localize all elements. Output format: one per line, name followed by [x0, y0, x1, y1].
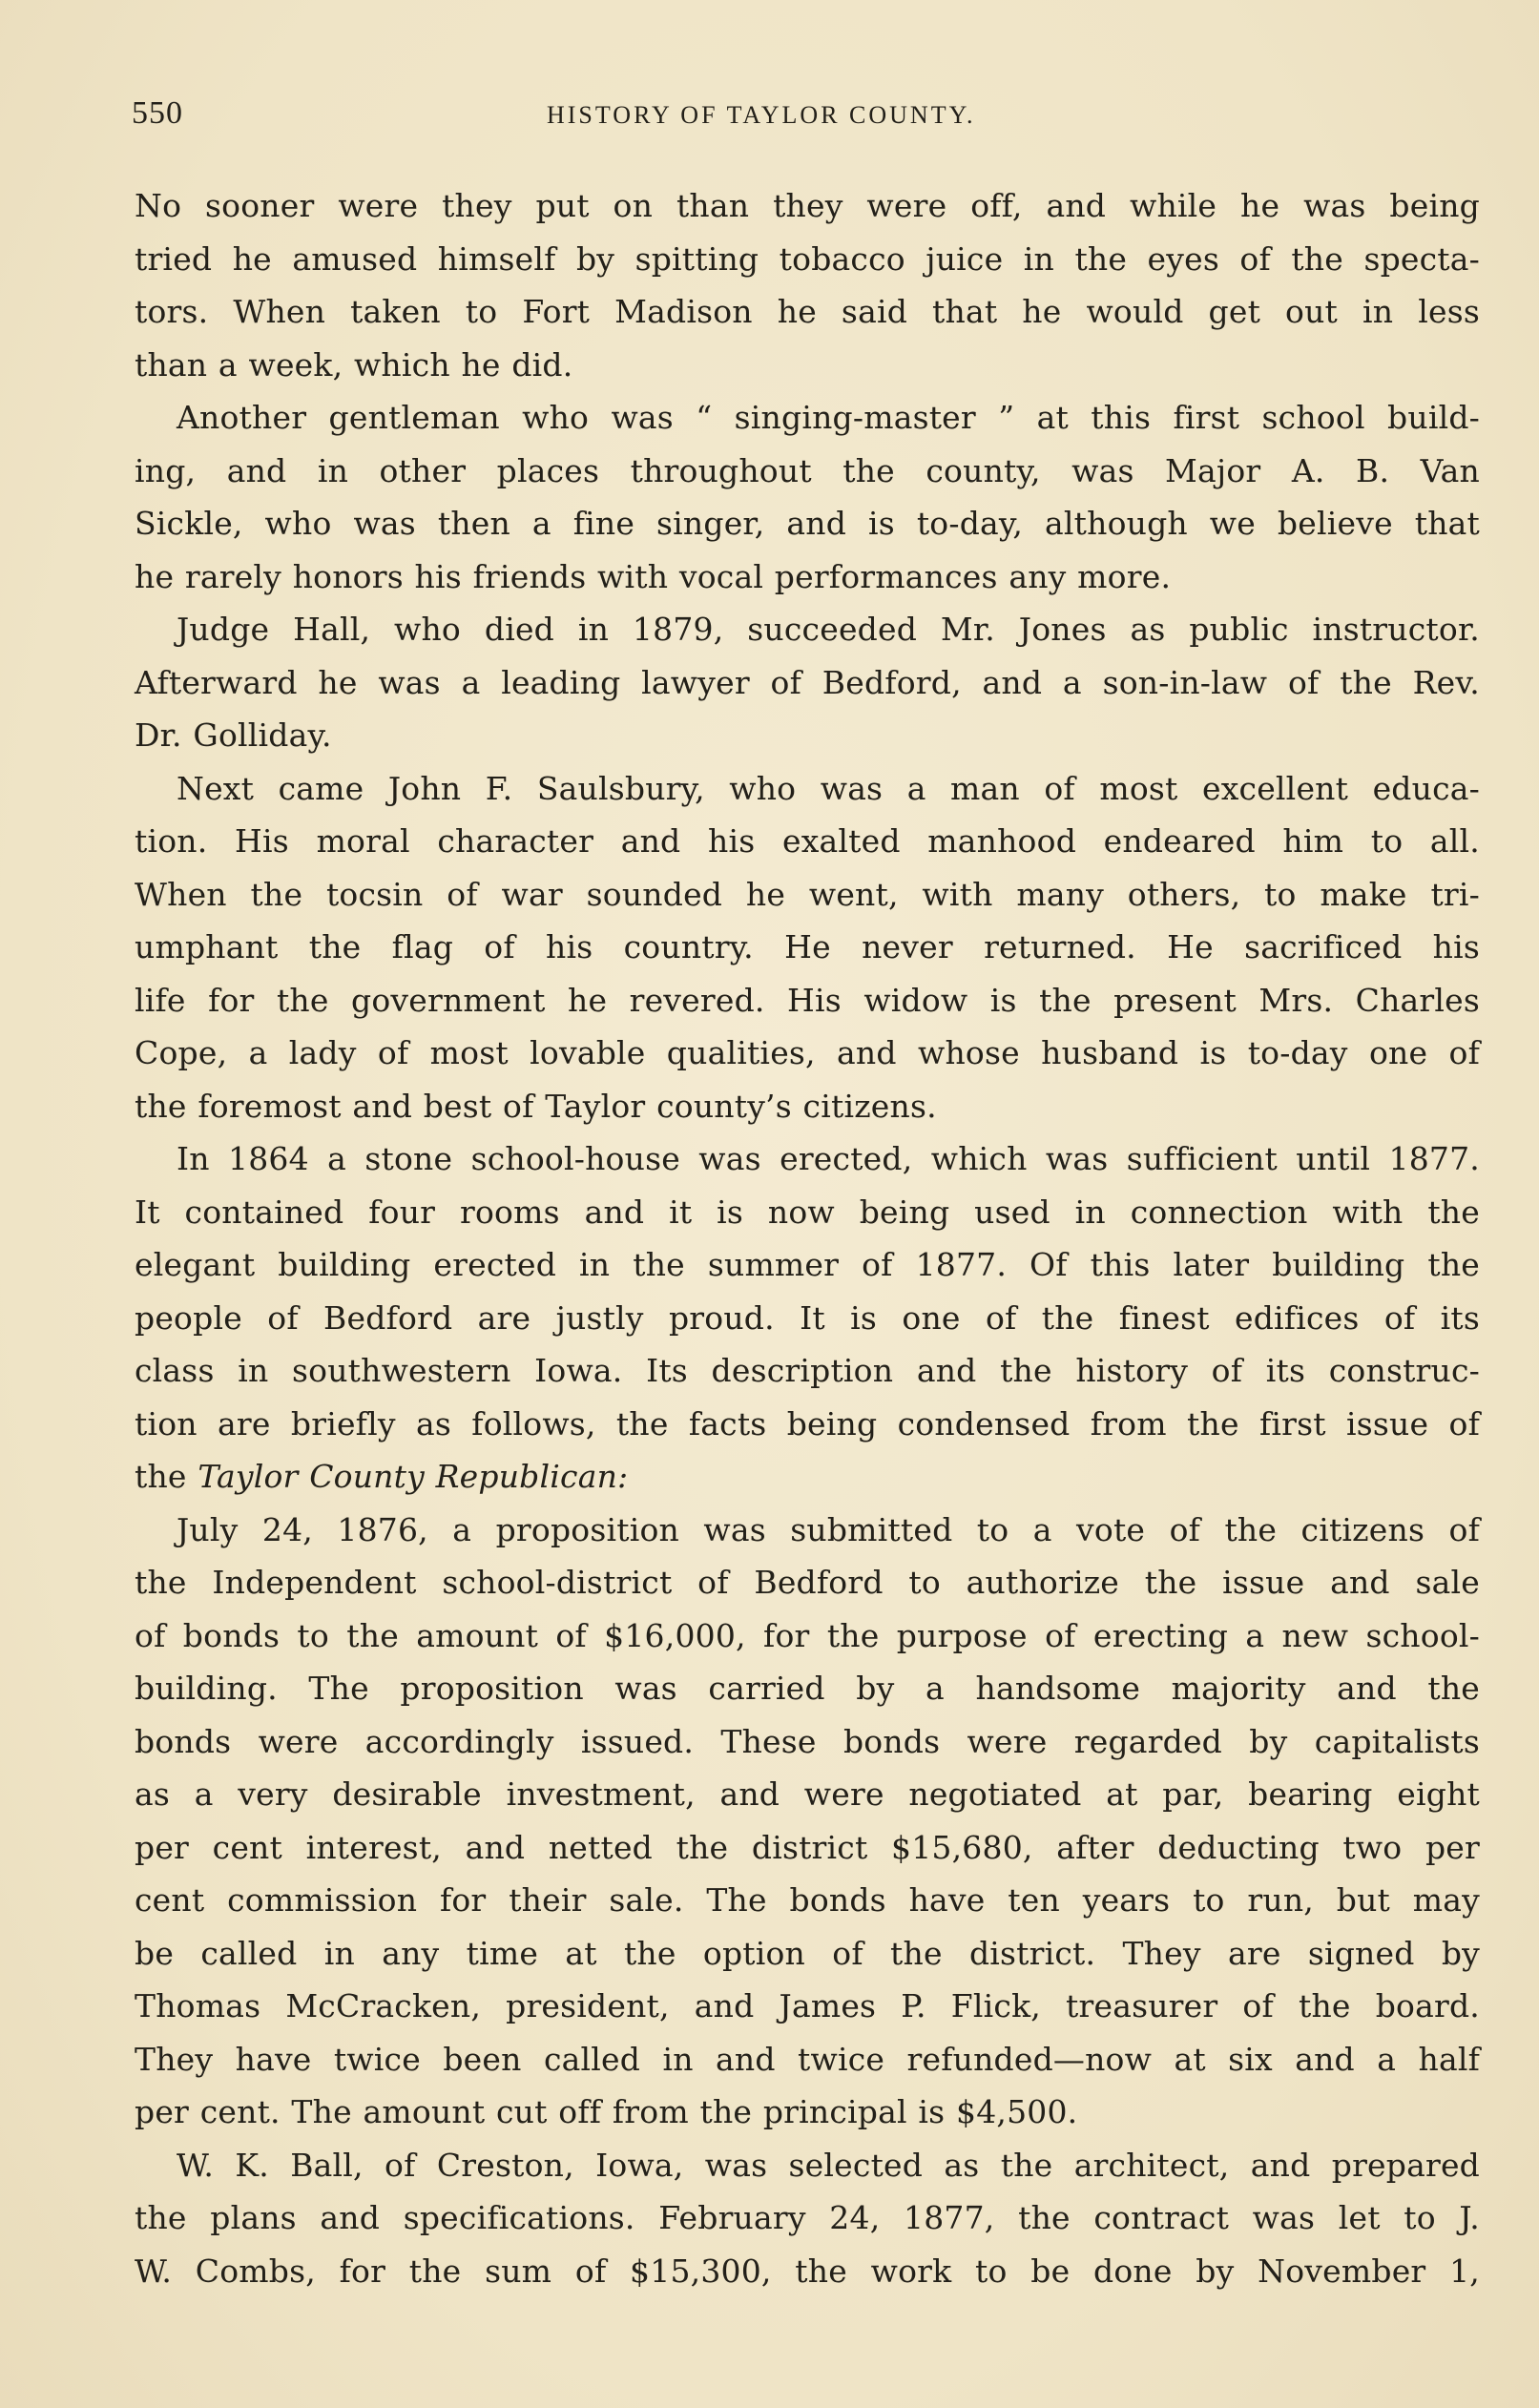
text-line: he rarely honors his friends with vocal performances any more.: [135, 557, 1172, 595]
text-line: Thomas McCracken, president, and James P. Flick, treasurer of the board.: [135, 1987, 1480, 2024]
text-line: people of Bedford are justly proud. It is one of the finest edifices of its: [135, 1298, 1480, 1337]
text-line: W. Combs, for the sum of $15,300, the work to be done by November 1,: [135, 2252, 1480, 2290]
newspaper-title: Taylor County Republican:: [198, 1458, 629, 1495]
text-line: W. K. Ball, of Creston, Iowa, was selected as the architect, and prepared: [177, 2146, 1480, 2184]
text-line: Sickle, who was then a fine singer, and is to-day, although we believe that: [135, 505, 1480, 542]
text-line: life for the government he revered. His widow is the present Mrs. Charles: [135, 981, 1480, 1019]
text-line: building. The proposition was carried by a handsome majority and the: [135, 1670, 1480, 1707]
text-line: Afterward he was a leading lawyer of Bedford, and a son-in-law of the Rev.: [135, 663, 1480, 701]
text-line: umphant the flag of his country. He never returned. He sacrificed his: [135, 928, 1480, 965]
text-line: than a week, which he did.: [135, 345, 573, 384]
text-line: elegant building erected in the summer of 1877. Of this later building the: [135, 1246, 1480, 1283]
text-line: Another gentleman who was “ singing-master ” at this first school build-: [177, 399, 1480, 436]
running-head: HISTORY OF TAYLOR COUNTY.: [547, 101, 976, 129]
text-line: of bonds to the amount of $16,000, for the purpose of erecting a new school-: [135, 1616, 1480, 1654]
text-line: When the tocsin of war sounded he went, with many others, to make tri-: [135, 875, 1480, 913]
text-line: ing, and in other places throughout the county, was Major A. B. Van: [135, 451, 1480, 489]
page-header: [132, 95, 1482, 143]
text-line: tried he amused himself by spitting tobacco juice in the eyes of the specta-: [135, 239, 1480, 278]
text-line: per cent interest, and netted the district $15,680, after deducting two per: [135, 1828, 1480, 1866]
text-line: In 1864 a stone school-house was erected, which was sufficient until 1877.: [177, 1140, 1480, 1177]
page-number: 550: [132, 95, 183, 131]
text-line: No sooner were they put on than they were off, and while he was being: [135, 187, 1480, 224]
text-line: bonds were accordingly issued. These bonds were regarded by capitalists: [135, 1722, 1480, 1760]
body-text: [135, 179, 1480, 2297]
text-line: July 24, 1876, a proposition was submitted to a vote of the citizens of: [177, 1510, 1480, 1548]
text-line: class in southwestern Iowa. Its description and the history of its construc-: [135, 1352, 1480, 1389]
text-line: tion are briefly as follows, the facts being condensed from the first issue of: [135, 1404, 1480, 1443]
text-line: They have twice been called in and twice refunded—now at six and a half: [135, 2040, 1480, 2078]
text-line: as a very desirable investment, and were negotiated at par, bearing eight: [135, 1775, 1480, 1813]
text-line: Dr. Golliday.: [135, 716, 332, 754]
text-line: tion. His moral character and his exalted manhood endeared him to all.: [135, 822, 1480, 860]
text-line: Judge Hall, who died in 1879, succeeded Mr. Jones as public instructor.: [177, 611, 1480, 648]
text-line: be called in any time at the option of the district. They are signed by: [135, 1934, 1480, 1972]
text-line: Next came John F. Saulsbury, who was a man of most excellent educa-: [177, 769, 1480, 807]
text-line: [135, 1450, 1480, 1504]
text-line: Cope, a lady of most lovable qualities, and whose husband is to-day one of: [135, 1034, 1480, 1071]
text-line: cent commission for their sale. The bonds have ten years to run, but may: [135, 1881, 1480, 1919]
text-line: tors. When taken to Fort Madison he said that he would get out in less: [135, 293, 1480, 330]
text-line: the plans and specifications. February 24, 1877, the contract was let to J.: [135, 2199, 1480, 2236]
text-line: It contained four rooms and it is now being used in connection with the: [135, 1193, 1480, 1231]
text-fragment: the: [135, 1458, 187, 1495]
text-line: per cent. The amount cut off from the principal is $4,500.: [135, 2093, 1078, 2130]
text-line: the foremost and best of Taylor county’s citizens.: [135, 1087, 937, 1125]
text-line: the Independent school-district of Bedford to authorize the issue and sale: [135, 1564, 1480, 1601]
